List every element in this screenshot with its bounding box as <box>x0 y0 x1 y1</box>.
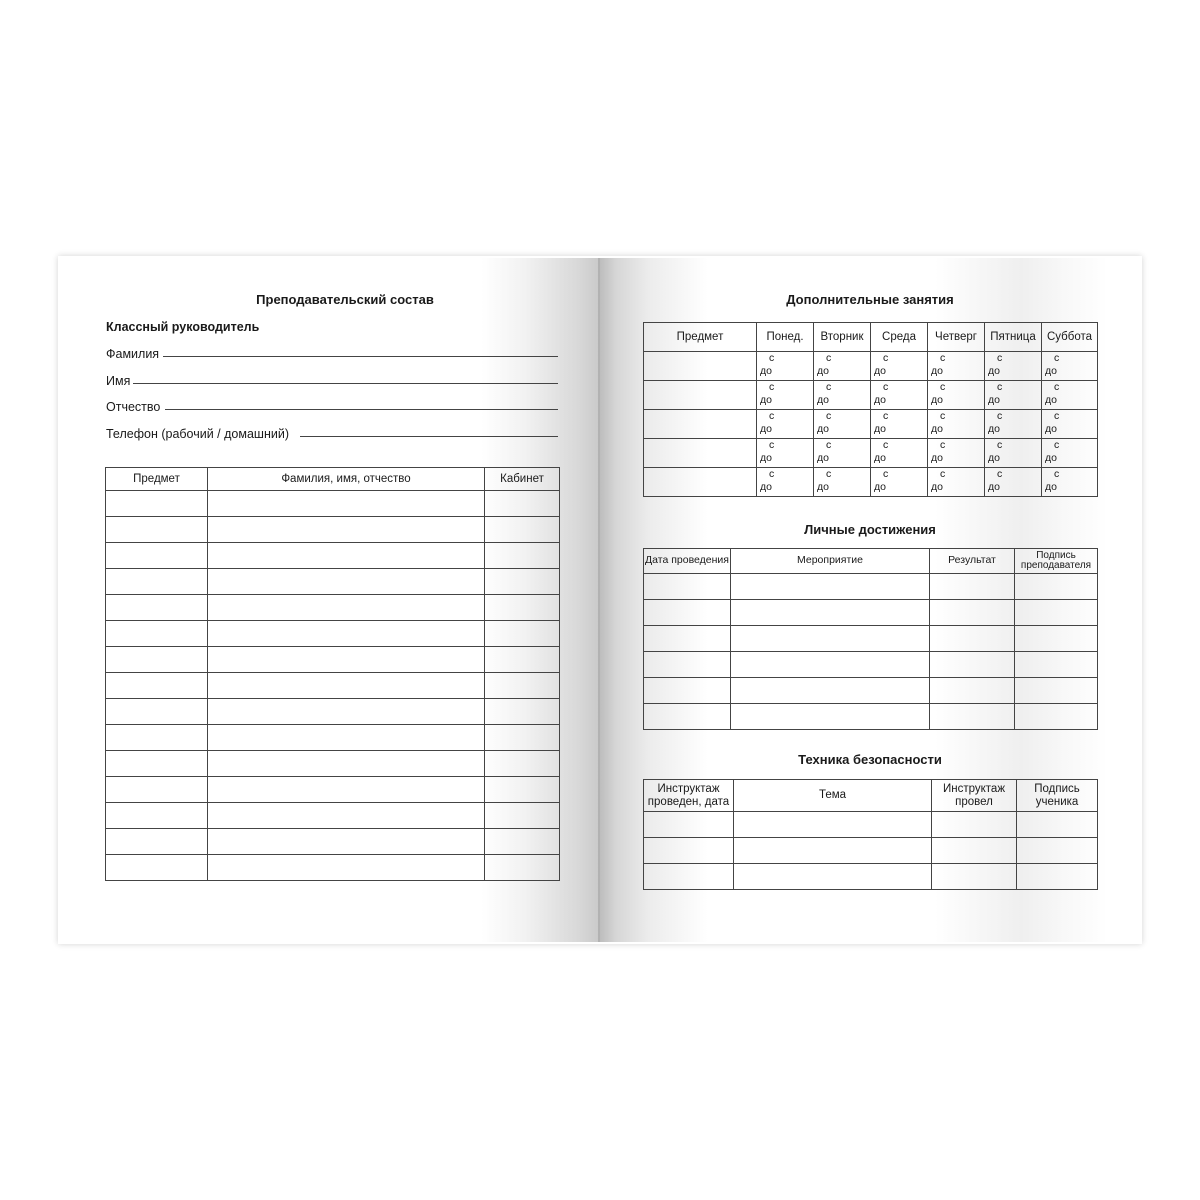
table-cell[interactable] <box>644 838 734 864</box>
from-label: с <box>1054 468 1060 480</box>
to-label: до <box>760 451 772 464</box>
from-label: с <box>883 352 889 364</box>
table-cell[interactable] <box>485 595 560 621</box>
to-label: до <box>874 364 886 377</box>
from-label: с <box>826 381 832 393</box>
table-row <box>106 621 560 647</box>
table-cell[interactable] <box>106 751 208 777</box>
table-cell[interactable] <box>208 751 485 777</box>
to-label: до <box>760 393 772 406</box>
time-cell[interactable] <box>871 468 928 497</box>
to-label: до <box>874 393 886 406</box>
table-cell[interactable] <box>106 725 208 751</box>
time-cell[interactable] <box>985 410 1042 439</box>
from-label: с <box>826 352 832 364</box>
table-cell[interactable] <box>208 699 485 725</box>
safety-title: Техника безопасности <box>798 752 942 767</box>
to-label: до <box>874 422 886 435</box>
table-cell[interactable] <box>485 803 560 829</box>
time-cell[interactable] <box>1042 410 1098 439</box>
from-label: с <box>883 381 889 393</box>
table-cell[interactable] <box>485 777 560 803</box>
col-student-signature-header: Подпись ученика <box>1017 780 1098 812</box>
table-cell[interactable] <box>1017 812 1098 838</box>
from-label: с <box>769 439 775 451</box>
to-label: до <box>988 364 1000 377</box>
table-cell[interactable] <box>106 517 208 543</box>
table-cell[interactable] <box>106 803 208 829</box>
from-label: с <box>826 468 832 480</box>
table-row <box>644 812 1098 838</box>
table-cell[interactable] <box>208 725 485 751</box>
table-row <box>106 855 560 881</box>
safety-table <box>643 779 1098 890</box>
time-cell[interactable] <box>928 468 985 497</box>
subject-cell[interactable] <box>644 352 757 381</box>
table-cell[interactable] <box>208 621 485 647</box>
to-label: до <box>988 451 1000 464</box>
col-teacher-signature-header: Подпись преподавателя <box>1015 549 1098 574</box>
table-row <box>106 699 560 725</box>
table-cell[interactable] <box>485 751 560 777</box>
col-event-header: Мероприятие <box>731 549 930 574</box>
from-label: с <box>769 352 775 364</box>
table-cell[interactable] <box>930 678 1015 704</box>
table-cell[interactable] <box>208 829 485 855</box>
table-row <box>106 491 560 517</box>
table-cell[interactable] <box>106 829 208 855</box>
col-monday-header: Понед. <box>757 323 814 352</box>
table-row <box>644 652 1098 678</box>
table-cell[interactable] <box>930 704 1015 730</box>
table-cell[interactable] <box>731 626 930 652</box>
time-cell[interactable] <box>985 352 1042 381</box>
table-cell[interactable] <box>485 699 560 725</box>
from-label: с <box>1054 410 1060 422</box>
from-label: с <box>1054 439 1060 451</box>
table-cell[interactable] <box>106 543 208 569</box>
table-cell[interactable] <box>932 864 1017 890</box>
table-cell[interactable] <box>485 543 560 569</box>
name-field[interactable] <box>133 383 558 384</box>
to-label: до <box>817 422 829 435</box>
time-cell[interactable] <box>871 381 928 410</box>
table-cell[interactable] <box>208 777 485 803</box>
from-label: с <box>1054 352 1060 364</box>
col-room-header: Кабинет <box>485 468 560 491</box>
table-cell[interactable] <box>485 517 560 543</box>
table-cell[interactable] <box>106 491 208 517</box>
col-briefing-date-header: Инструктаж проведен, дата <box>644 780 734 812</box>
table-row <box>106 569 560 595</box>
time-cell[interactable] <box>757 468 814 497</box>
table-row <box>644 626 1098 652</box>
table-cell[interactable] <box>930 574 1015 600</box>
table-cell[interactable] <box>485 569 560 595</box>
col-tuesday-header: Вторник <box>814 323 871 352</box>
teachers-page-title: Преподавательский состав <box>256 292 434 307</box>
table-cell[interactable] <box>208 569 485 595</box>
table-cell[interactable] <box>731 678 930 704</box>
table-cell[interactable] <box>106 647 208 673</box>
table-row <box>644 410 1098 439</box>
table-cell[interactable] <box>644 652 731 678</box>
time-cell[interactable] <box>985 439 1042 468</box>
table-row <box>106 543 560 569</box>
col-wednesday-header: Среда <box>871 323 928 352</box>
from-label: с <box>826 439 832 451</box>
from-label: с <box>997 468 1003 480</box>
from-label: с <box>883 468 889 480</box>
to-label: до <box>760 480 772 493</box>
to-label: до <box>1045 393 1057 406</box>
surname-label: Фамилия <box>106 347 160 361</box>
time-cell[interactable] <box>757 439 814 468</box>
time-cell[interactable] <box>814 381 871 410</box>
table-cell[interactable] <box>485 647 560 673</box>
time-cell[interactable] <box>871 410 928 439</box>
time-cell[interactable] <box>871 439 928 468</box>
table-cell[interactable] <box>485 621 560 647</box>
table-cell[interactable] <box>208 647 485 673</box>
table-cell[interactable] <box>930 626 1015 652</box>
table-cell[interactable] <box>731 600 930 626</box>
achievements-title: Личные достижения <box>804 522 936 537</box>
to-label: до <box>817 480 829 493</box>
table-cell[interactable] <box>932 838 1017 864</box>
table-cell[interactable] <box>644 600 731 626</box>
to-label: до <box>1045 364 1057 377</box>
table-cell[interactable] <box>208 855 485 881</box>
subject-cell[interactable] <box>644 468 757 497</box>
col-fullname-header: Фамилия, имя, отчество <box>208 468 485 491</box>
table-cell[interactable] <box>1015 704 1098 730</box>
table-cell[interactable] <box>208 517 485 543</box>
col-result-header: Результат <box>930 549 1015 574</box>
from-label: с <box>997 381 1003 393</box>
table-cell[interactable] <box>731 652 930 678</box>
table-cell[interactable] <box>485 829 560 855</box>
table-cell[interactable] <box>644 574 731 600</box>
table-row <box>644 468 1098 497</box>
table-cell[interactable] <box>485 673 560 699</box>
table-cell[interactable] <box>485 725 560 751</box>
time-cell[interactable] <box>928 381 985 410</box>
table-cell[interactable] <box>734 864 932 890</box>
table-cell[interactable] <box>106 673 208 699</box>
time-cell[interactable] <box>757 410 814 439</box>
col-subject-header: Предмет <box>106 468 208 491</box>
table-cell[interactable] <box>930 600 1015 626</box>
name-label: Имя <box>106 374 131 388</box>
phone-label: Телефон (рабочий / домашний) <box>106 427 289 441</box>
from-label: с <box>940 468 946 480</box>
table-cell[interactable] <box>208 491 485 517</box>
to-label: до <box>931 364 943 377</box>
table-cell[interactable] <box>208 803 485 829</box>
table-row <box>106 647 560 673</box>
table-cell[interactable] <box>1017 864 1098 890</box>
col-topic-header: Тема <box>734 780 932 812</box>
from-label: с <box>883 439 889 451</box>
time-cell[interactable] <box>1042 439 1098 468</box>
time-cell[interactable] <box>928 352 985 381</box>
table-cell[interactable] <box>644 626 731 652</box>
table-row <box>644 600 1098 626</box>
from-label: с <box>997 439 1003 451</box>
table-cell[interactable] <box>731 574 930 600</box>
table-cell[interactable] <box>208 595 485 621</box>
table-row <box>106 803 560 829</box>
table-cell[interactable] <box>485 491 560 517</box>
time-cell[interactable] <box>985 381 1042 410</box>
extra-classes-title: Дополнительные занятия <box>786 292 954 307</box>
table-row <box>106 725 560 751</box>
from-label: с <box>940 439 946 451</box>
subject-cell[interactable] <box>644 381 757 410</box>
to-label: до <box>817 364 829 377</box>
table-cell[interactable] <box>734 812 932 838</box>
to-label: до <box>874 480 886 493</box>
time-cell[interactable] <box>928 410 985 439</box>
from-label: с <box>769 381 775 393</box>
table-row <box>644 352 1098 381</box>
from-label: с <box>997 410 1003 422</box>
table-cell[interactable] <box>932 812 1017 838</box>
time-cell[interactable] <box>814 468 871 497</box>
time-cell[interactable] <box>814 439 871 468</box>
table-cell[interactable] <box>106 569 208 595</box>
col-friday-header: Пятница <box>985 323 1042 352</box>
col-instructor-header: Инструктаж провел <box>932 780 1017 812</box>
phone-field[interactable] <box>300 436 558 437</box>
to-label: до <box>988 480 1000 493</box>
table-cell[interactable] <box>485 855 560 881</box>
achievements-table <box>643 548 1098 730</box>
from-label: с <box>826 410 832 422</box>
to-label: до <box>931 480 943 493</box>
table-row <box>106 777 560 803</box>
patronymic-field[interactable] <box>165 409 558 410</box>
table-row <box>644 864 1098 890</box>
from-label: с <box>940 352 946 364</box>
table-cell[interactable] <box>106 855 208 881</box>
table-row <box>644 574 1098 600</box>
time-cell[interactable] <box>871 352 928 381</box>
subject-cell[interactable] <box>644 439 757 468</box>
table-cell[interactable] <box>644 812 734 838</box>
table-row <box>106 829 560 855</box>
time-cell[interactable] <box>985 468 1042 497</box>
extra-classes-table <box>643 322 1098 497</box>
surname-field[interactable] <box>163 356 558 357</box>
col-subject-header: Предмет <box>644 323 757 352</box>
subject-cell[interactable] <box>644 410 757 439</box>
teachers-table <box>105 467 560 881</box>
to-label: до <box>1045 422 1057 435</box>
col-thursday-header: Четверг <box>928 323 985 352</box>
to-label: до <box>1045 480 1057 493</box>
from-label: с <box>940 410 946 422</box>
from-label: с <box>883 410 889 422</box>
to-label: до <box>760 364 772 377</box>
to-label: до <box>760 422 772 435</box>
left-page <box>60 258 600 942</box>
table-cell[interactable] <box>731 704 930 730</box>
to-label: до <box>988 393 1000 406</box>
table-cell[interactable] <box>734 838 932 864</box>
to-label: до <box>817 393 829 406</box>
col-date-header: Дата проведения <box>644 549 731 574</box>
time-cell[interactable] <box>1042 468 1098 497</box>
col-saturday-header: Суббота <box>1042 323 1098 352</box>
table-cell[interactable] <box>930 652 1015 678</box>
from-label: с <box>997 352 1003 364</box>
table-row <box>106 595 560 621</box>
from-label: с <box>940 381 946 393</box>
table-cell[interactable] <box>1015 574 1098 600</box>
table-cell[interactable] <box>644 864 734 890</box>
table-row <box>644 381 1098 410</box>
to-label: до <box>1045 451 1057 464</box>
table-cell[interactable] <box>106 777 208 803</box>
table-row <box>644 704 1098 730</box>
time-cell[interactable] <box>814 352 871 381</box>
class-teacher-heading: Классный руководитель <box>106 320 260 334</box>
table-cell[interactable] <box>1015 652 1098 678</box>
table-row <box>106 517 560 543</box>
time-cell[interactable] <box>1042 381 1098 410</box>
from-label: с <box>769 410 775 422</box>
to-label: до <box>931 451 943 464</box>
right-page <box>600 258 1140 942</box>
table-cell[interactable] <box>208 673 485 699</box>
to-label: до <box>988 422 1000 435</box>
time-cell[interactable] <box>757 352 814 381</box>
from-label: с <box>769 468 775 480</box>
table-row <box>106 673 560 699</box>
table-cell[interactable] <box>644 704 731 730</box>
table-cell[interactable] <box>644 678 731 704</box>
table-cell[interactable] <box>1015 626 1098 652</box>
time-cell[interactable] <box>1042 352 1098 381</box>
table-cell[interactable] <box>106 595 208 621</box>
table-row <box>644 838 1098 864</box>
time-cell[interactable] <box>928 439 985 468</box>
to-label: до <box>817 451 829 464</box>
time-cell[interactable] <box>757 381 814 410</box>
table-cell[interactable] <box>1017 838 1098 864</box>
table-row <box>644 678 1098 704</box>
table-cell[interactable] <box>106 699 208 725</box>
table-cell[interactable] <box>106 621 208 647</box>
to-label: до <box>874 451 886 464</box>
patronymic-label: Отчество <box>106 400 161 414</box>
to-label: до <box>931 422 943 435</box>
from-label: с <box>1054 381 1060 393</box>
time-cell[interactable] <box>814 410 871 439</box>
table-row <box>644 439 1098 468</box>
table-row <box>106 751 560 777</box>
table-cell[interactable] <box>208 543 485 569</box>
to-label: до <box>931 393 943 406</box>
table-cell[interactable] <box>1015 678 1098 704</box>
table-cell[interactable] <box>1015 600 1098 626</box>
